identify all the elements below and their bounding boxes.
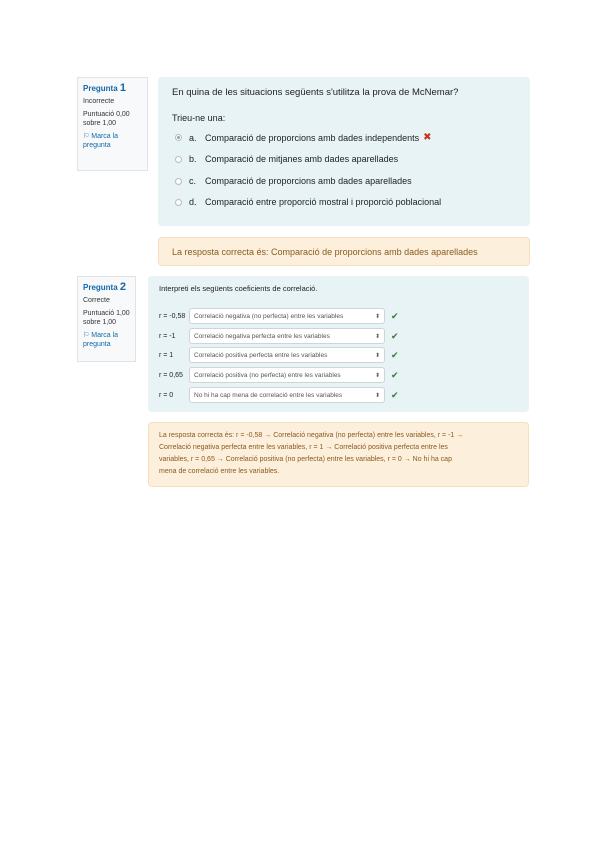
flag-icon: ⚐ [83, 133, 90, 140]
match-row [159, 328, 399, 344]
radio-button[interactable] [175, 199, 182, 206]
row-label: r = 0,65 [159, 371, 183, 379]
grade-line-1: Puntuació 1,00 [83, 310, 130, 317]
row-label: r = 1 [159, 351, 174, 359]
feedback-line: variables, r = 0,65 → Correlació positiva (no perfecta) entre les variables, r = 0 → No hi ha cap [159, 456, 452, 463]
question-grade [83, 110, 142, 128]
flag-icon: ⚐ [83, 332, 90, 339]
option-letter: a. [189, 132, 197, 143]
option-letter: c. [189, 176, 197, 186]
correct-check-icon: ✔ [391, 310, 399, 321]
question-num: 2 [119, 281, 127, 293]
feedback-line: Correlació negativa perfecta entre les variables, r = 1 → Correlació positiva perfecta entre les [159, 444, 448, 451]
question-number [83, 82, 142, 94]
grade-line-2: sobre 1,00 [83, 319, 117, 326]
row-label: r = -0,58 [159, 312, 186, 320]
correct-answer-text: La resposta correcta és: Comparació de proporcions amb dades aparellades [172, 247, 478, 257]
correct-check-icon: ✔ [391, 330, 399, 341]
option-text: Comparació de proporcions amb dades aparellades [205, 176, 412, 186]
grade-line-1: Puntuació 0,00 [83, 111, 130, 118]
flag-line-2: pregunta [83, 142, 111, 149]
select-value: Correlació positiva perfecta entre les variables [194, 351, 328, 359]
answer-option-d[interactable] [175, 197, 441, 207]
select-value: Correlació negativa (no perfecta) entre les variables [194, 312, 344, 320]
option-text: Comparació de mitjanes amb dades aparellades [205, 154, 399, 164]
option-letter: b. [189, 154, 197, 164]
feedback-line: mena de correlació entre les variables. [159, 468, 280, 475]
option-text: Comparació entre proporció mostral i proporció poblacional [205, 197, 442, 207]
answer-select[interactable] [189, 328, 385, 344]
incorrect-icon: ✖ [423, 132, 432, 143]
feedback-box-2 [148, 422, 529, 487]
answer-select[interactable] [189, 367, 385, 383]
question-number [83, 281, 130, 293]
flag-line-1: Marca la [91, 332, 119, 339]
correct-check-icon: ✔ [391, 369, 399, 380]
question-label: Pregunta [83, 283, 118, 292]
answer-option-b[interactable] [175, 154, 398, 164]
radio-button[interactable] [175, 134, 182, 141]
select-caret-icon: ⬍ [374, 372, 380, 379]
select-caret-icon: ⬍ [374, 313, 380, 320]
flag-line-2: pregunta [83, 341, 111, 348]
radio-button[interactable] [175, 178, 182, 185]
answer-select[interactable] [189, 387, 385, 403]
answer-option-c[interactable] [175, 176, 412, 186]
question-text: Interpreti els següents coeficients de correlació. [159, 284, 318, 293]
question-info-1 [77, 77, 148, 171]
radio-button[interactable] [175, 156, 182, 163]
correct-answer-text [159, 430, 463, 478]
answer-select[interactable] [189, 308, 385, 324]
match-row [159, 367, 399, 383]
question-info-2 [77, 276, 136, 362]
match-row [159, 347, 399, 363]
feedback-line: La resposta correcta és: r = -0,58 → Correlació negativa (no perfecta) entre les variables, r = -1 → [159, 432, 464, 439]
option-letter: d. [189, 197, 197, 207]
flag-line-1: Marca la [91, 133, 119, 140]
select-value: No hi ha cap mena de correlació entre les variables [194, 391, 343, 399]
feedback-box-1 [158, 237, 530, 266]
row-label: r = -1 [159, 332, 176, 340]
correct-check-icon: ✔ [391, 389, 399, 400]
select-caret-icon: ⬍ [374, 352, 380, 359]
question-state: Incorrecte [83, 98, 115, 105]
question-num: 1 [119, 82, 127, 94]
match-row [159, 387, 399, 403]
question-text: En quina de les situacions següents s'utilitza la prova de McNemar? [172, 87, 459, 98]
question-label: Pregunta [83, 84, 118, 93]
correct-check-icon: ✔ [391, 349, 399, 360]
grade-line-2: sobre 1,00 [83, 120, 117, 127]
answer-prompt: Trieu-ne una: [172, 113, 226, 123]
question-grade [83, 309, 130, 327]
question-content-1 [158, 77, 530, 226]
question-state: Correcte [83, 297, 110, 304]
select-value: Correlació positiva (no perfecta) entre les variables [194, 371, 341, 379]
flag-question-link[interactable] [83, 132, 142, 150]
option-text: Comparació de proporcions amb dades independents [205, 132, 420, 143]
select-value: Correlació negativa perfecta entre les variables [194, 332, 330, 340]
answer-select[interactable] [189, 347, 385, 363]
row-label: r = 0 [159, 391, 174, 399]
flag-question-link[interactable] [83, 331, 130, 349]
select-caret-icon: ⬍ [374, 333, 380, 340]
answer-option-a[interactable] [175, 132, 432, 143]
question-content-2 [148, 276, 529, 412]
match-row [159, 308, 399, 324]
select-caret-icon: ⬍ [374, 392, 380, 399]
